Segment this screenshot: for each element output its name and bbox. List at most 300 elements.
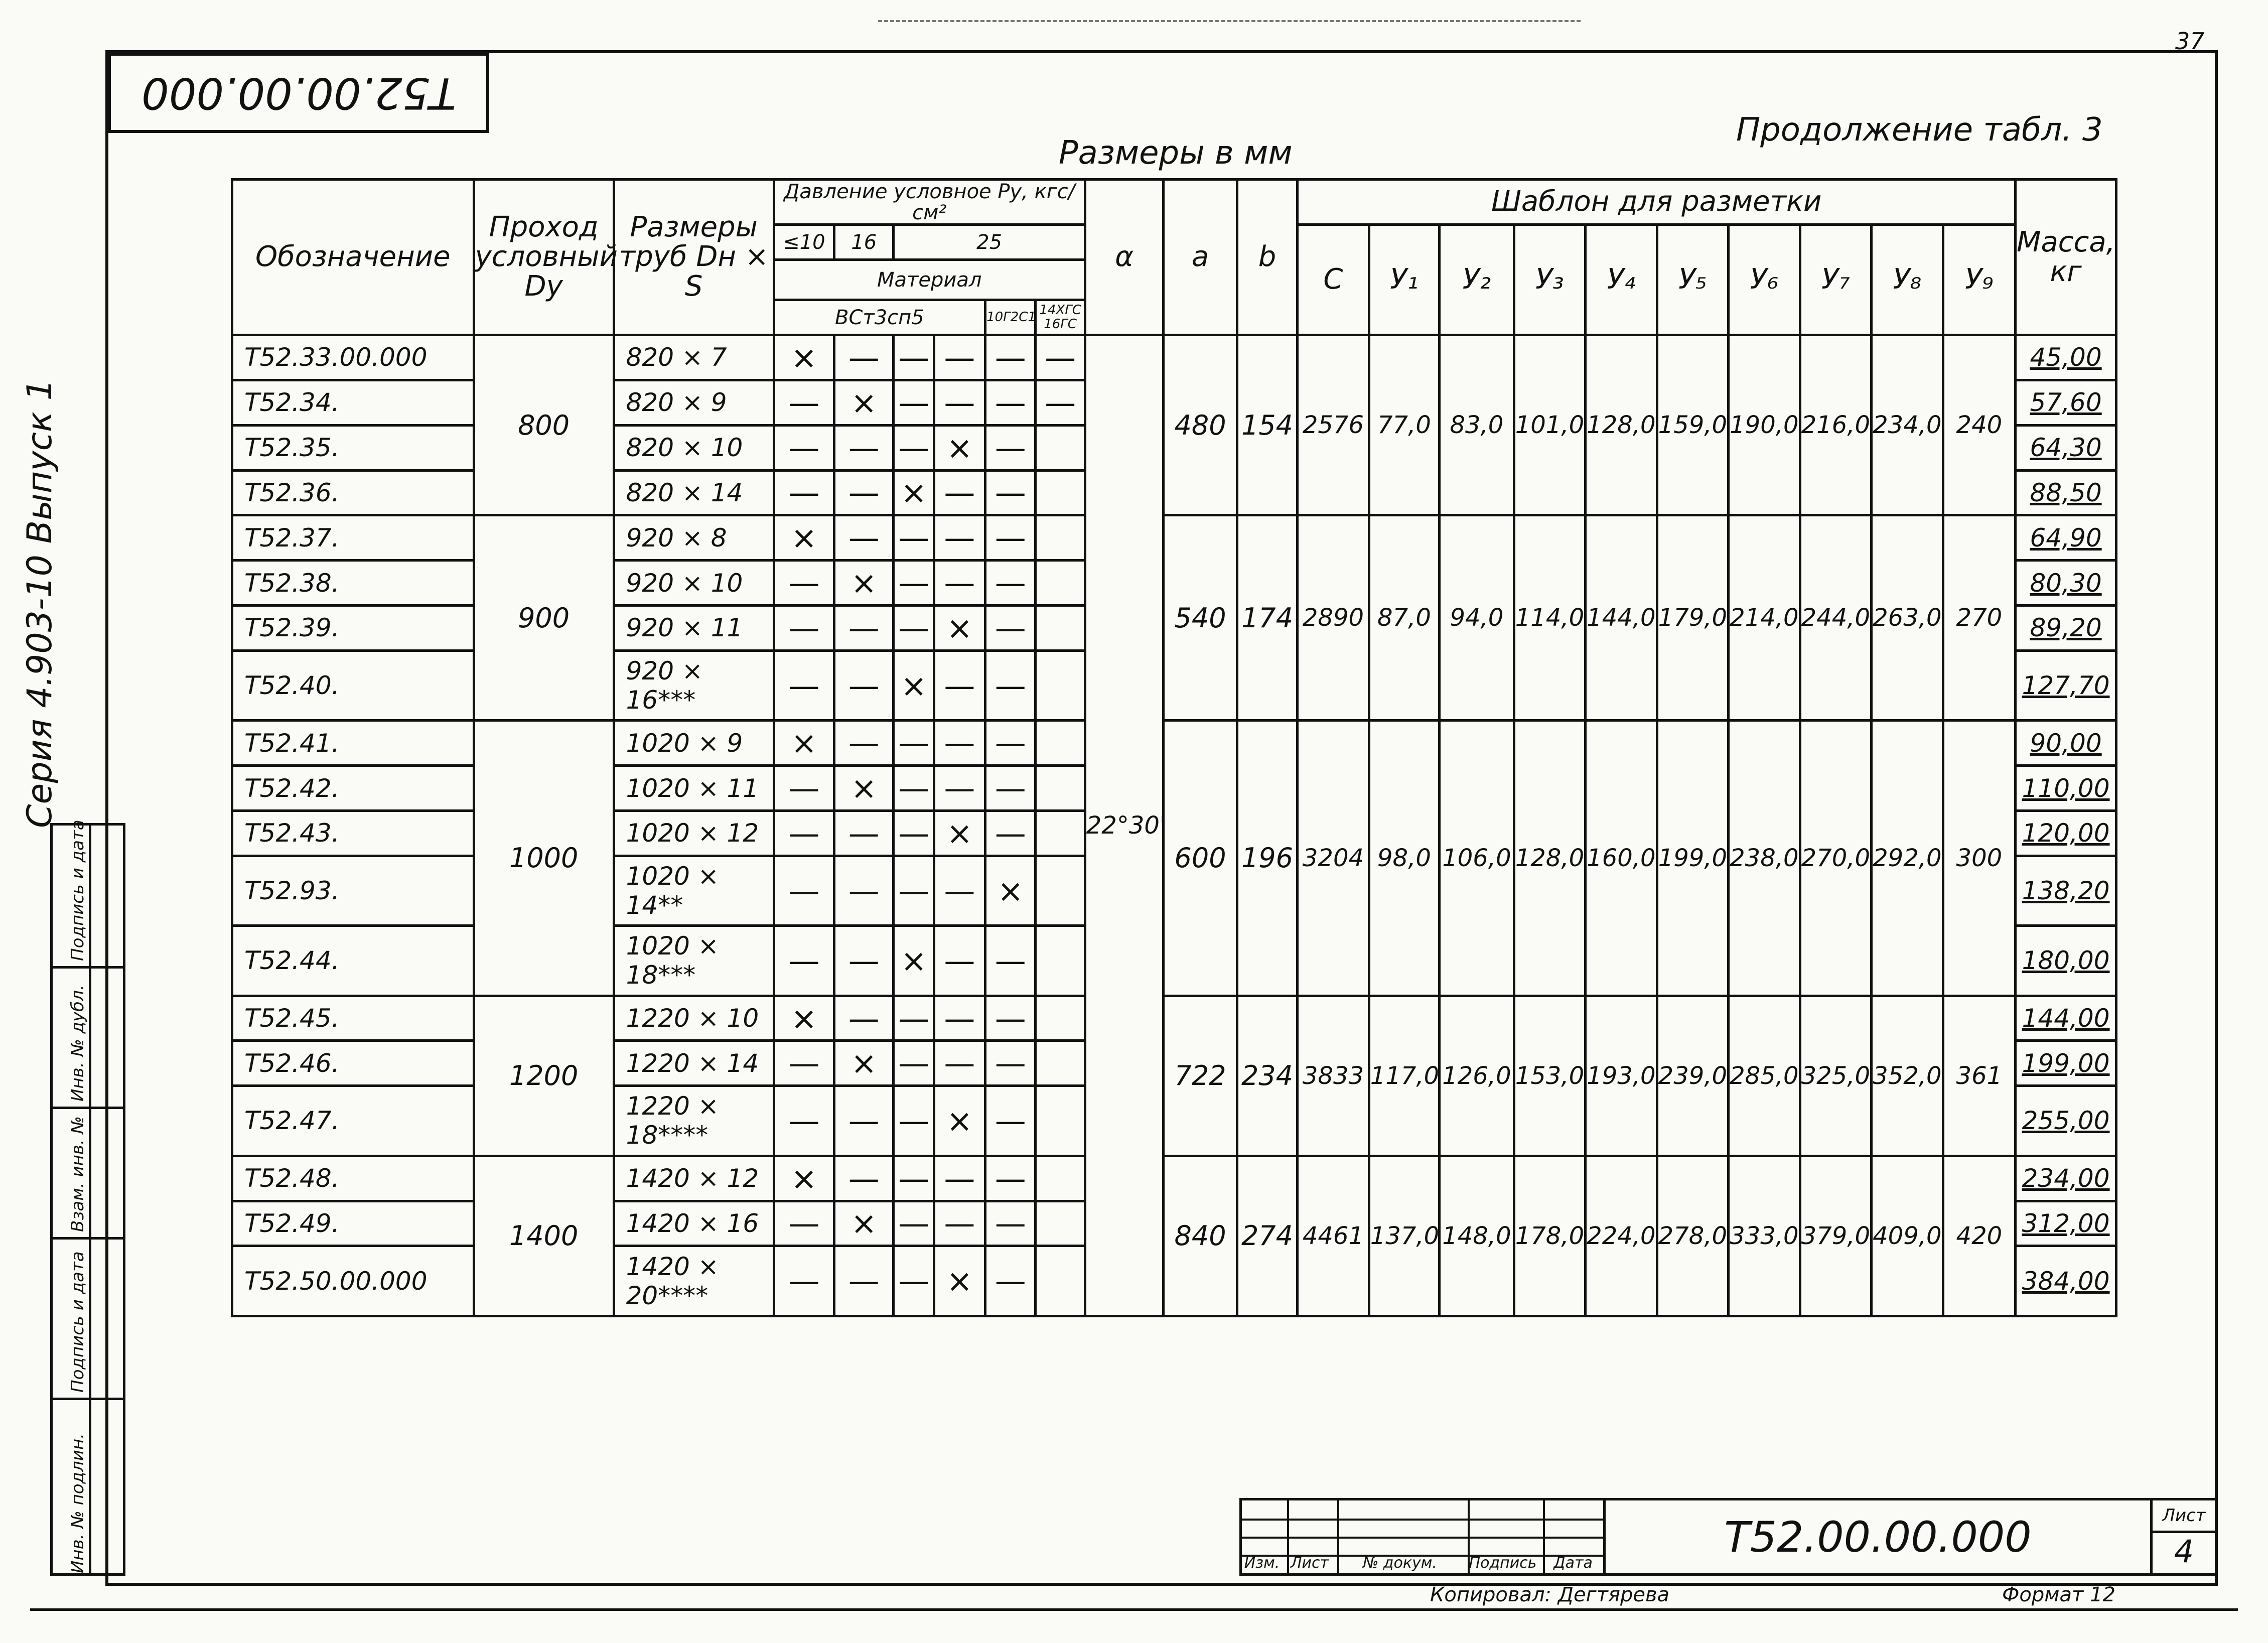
y2-cell: 94,0 xyxy=(1440,515,1514,721)
sheet-number: 4 xyxy=(2174,1533,2194,1570)
pipe-size-cell: 1020 × 11 xyxy=(614,766,774,811)
y6-cell: 238,0 xyxy=(1729,721,1800,996)
material-mark-cell: — xyxy=(774,561,834,606)
title-block-labels xyxy=(1239,1554,1606,1575)
paper-format: Формат 12 xyxy=(2002,1583,2115,1606)
designation-cell: Т52.41. xyxy=(232,721,474,766)
b-cell: 196 xyxy=(1237,721,1297,996)
material-mark-cell: × xyxy=(834,1041,894,1086)
tb-label: Подпись xyxy=(1469,1554,1537,1572)
pipe-size-cell: 820 × 10 xyxy=(614,425,774,470)
header-y8: У₈ xyxy=(1872,225,1943,335)
mass-cell: 120,00 xyxy=(2016,810,2116,856)
header-y5: У₅ xyxy=(1657,225,1728,335)
y8-cell: 409,0 xyxy=(1872,1156,1943,1316)
designation-cell: Т52.49. xyxy=(232,1201,474,1246)
c-cell: 3204 xyxy=(1298,721,1369,996)
material-mark-cell: — xyxy=(985,1041,1036,1086)
material-mark-cell: — xyxy=(985,1086,1036,1156)
y3-cell: 178,0 xyxy=(1514,1156,1585,1316)
material-mark-cell: — xyxy=(834,425,894,470)
designation-cell: Т52.34. xyxy=(232,380,474,425)
material-mark-cell: — xyxy=(894,856,934,925)
side-stamp-label: Подпись и дата xyxy=(68,1251,88,1393)
material-mark-cell xyxy=(1036,926,1085,996)
material-mark-cell: — xyxy=(985,926,1036,996)
mass-cell: 127,70 xyxy=(2016,650,2116,720)
material-mark-cell: — xyxy=(934,926,985,996)
material-mark-cell: — xyxy=(894,1086,934,1156)
designation-cell: Т52.39. xyxy=(232,606,474,651)
mass-cell: 234,00 xyxy=(2016,1156,2116,1201)
y2-cell: 126,0 xyxy=(1440,996,1514,1156)
header-pipe-sizes: Размеры труб Dн × S xyxy=(614,180,774,335)
b-cell: 174 xyxy=(1237,515,1297,721)
table-row xyxy=(232,515,2116,561)
copied-by: Копировал: Дегтярева xyxy=(1430,1583,1670,1606)
material-mark-cell: — xyxy=(774,766,834,811)
passage-cell: 800 xyxy=(474,335,614,515)
material-mark-cell: — xyxy=(934,380,985,425)
header-a: a xyxy=(1164,180,1237,335)
material-mark-cell: — xyxy=(834,515,894,561)
material-mark-cell: — xyxy=(834,1156,894,1201)
table-row xyxy=(232,335,2116,380)
material-mark-cell: — xyxy=(774,1086,834,1156)
material-mark-cell: — xyxy=(1036,335,1085,380)
header-y2: У₂ xyxy=(1440,225,1514,335)
material-mark-cell: — xyxy=(834,650,894,720)
designation-cell: Т52.47. xyxy=(232,1086,474,1156)
mass-cell: 384,00 xyxy=(2016,1246,2116,1316)
pipe-size-cell: 920 × 8 xyxy=(614,515,774,561)
material-mark-cell: × xyxy=(834,766,894,811)
material-mark-cell xyxy=(1036,1201,1085,1246)
pipe-size-cell: 920 × 16*** xyxy=(614,650,774,720)
material-mark-cell: × xyxy=(774,721,834,766)
header-designation: Обозначение xyxy=(232,180,474,335)
mass-cell: 138,20 xyxy=(2016,856,2116,925)
header-b: b xyxy=(1237,180,1297,335)
material-mark-cell: × xyxy=(894,650,934,720)
material-mark-cell: — xyxy=(774,926,834,996)
material-mark-cell: — xyxy=(894,425,934,470)
material-mark-cell: — xyxy=(985,650,1036,720)
material-mark-cell: — xyxy=(834,926,894,996)
caption-units: Размеры в мм xyxy=(1059,134,1293,172)
material-mark-cell: — xyxy=(934,515,985,561)
pipe-size-cell: 1020 × 18*** xyxy=(614,926,774,996)
b-cell: 274 xyxy=(1237,1156,1297,1316)
y8-cell: 234,0 xyxy=(1872,335,1943,515)
pipe-size-cell: 1420 × 16 xyxy=(614,1201,774,1246)
pipe-size-cell: 1420 × 12 xyxy=(614,1156,774,1201)
header-y1: У₁ xyxy=(1369,225,1439,335)
side-stamp-label: Инв. № дубл. xyxy=(68,985,88,1102)
y7-cell: 244,0 xyxy=(1800,515,1871,721)
passage-cell: 900 xyxy=(474,515,614,721)
material-mark-cell: × xyxy=(934,425,985,470)
material-mark-cell: — xyxy=(834,856,894,925)
material-mark-cell xyxy=(1036,561,1085,606)
y3-cell: 153,0 xyxy=(1514,996,1585,1156)
material-mark-cell xyxy=(1036,721,1085,766)
material-mark-cell xyxy=(1036,810,1085,856)
designation-cell: Т52.38. xyxy=(232,561,474,606)
material-mark-cell: — xyxy=(934,335,985,380)
material-mark-cell: — xyxy=(774,425,834,470)
material-mark-cell: — xyxy=(985,606,1036,651)
title-block xyxy=(1239,1498,2218,1586)
y2-cell: 83,0 xyxy=(1440,335,1514,515)
dimensions-table xyxy=(231,178,2117,1317)
mass-cell: 144,00 xyxy=(2016,996,2116,1041)
mass-cell: 45,00 xyxy=(2016,335,2116,380)
b-cell: 234 xyxy=(1237,996,1297,1156)
c-cell: 2576 xyxy=(1298,335,1369,515)
material-mark-cell: — xyxy=(934,470,985,515)
pipe-size-cell: 1220 × 10 xyxy=(614,996,774,1041)
y9-cell: 240 xyxy=(1943,335,2016,515)
material-mark-cell xyxy=(1036,650,1085,720)
designation-cell: Т52.36. xyxy=(232,470,474,515)
material-mark-cell xyxy=(1036,425,1085,470)
y1-cell: 87,0 xyxy=(1369,515,1439,721)
material-mark-cell: — xyxy=(834,470,894,515)
material-mark-cell: — xyxy=(934,650,985,720)
material-mark-cell: — xyxy=(894,515,934,561)
material-mark-cell: — xyxy=(985,810,1036,856)
mass-cell: 64,90 xyxy=(2016,515,2116,561)
material-mark-cell: — xyxy=(894,810,934,856)
material-mark-cell: — xyxy=(774,1201,834,1246)
mass-cell: 180,00 xyxy=(2016,926,2116,996)
material-mark-cell: — xyxy=(834,1246,894,1316)
designation-cell: Т52.37. xyxy=(232,515,474,561)
material-mark-cell: — xyxy=(934,1201,985,1246)
y2-cell: 106,0 xyxy=(1440,721,1514,996)
material-mark-cell: — xyxy=(834,996,894,1041)
material-mark-cell xyxy=(1036,766,1085,811)
material-mark-cell: — xyxy=(774,810,834,856)
mass-cell: 57,60 xyxy=(2016,380,2116,425)
header-alpha: α xyxy=(1085,180,1164,335)
title-block-sheet xyxy=(2153,1498,2218,1576)
pipe-size-cell: 1020 × 12 xyxy=(614,810,774,856)
c-cell: 4461 xyxy=(1298,1156,1369,1316)
material-mark-cell: — xyxy=(934,561,985,606)
y9-cell: 300 xyxy=(1943,721,2016,996)
a-cell: 840 xyxy=(1164,1156,1237,1316)
y6-cell: 214,0 xyxy=(1729,515,1800,721)
designation-cell: Т52.33.00.000 xyxy=(232,335,474,380)
header-mass: Масса, кг xyxy=(2016,180,2116,335)
designation-cell: Т52.40. xyxy=(232,650,474,720)
header-passage: Проход условный Dy xyxy=(474,180,614,335)
material-mark-cell: — xyxy=(774,1041,834,1086)
y5-cell: 239,0 xyxy=(1657,996,1728,1156)
y9-cell: 270 xyxy=(1943,515,2016,721)
material-mark-cell: — xyxy=(894,561,934,606)
y2-cell: 148,0 xyxy=(1440,1156,1514,1316)
y7-cell: 325,0 xyxy=(1800,996,1871,1156)
y4-cell: 128,0 xyxy=(1586,335,1657,515)
y8-cell: 292,0 xyxy=(1872,721,1943,996)
mass-cell: 88,50 xyxy=(2016,470,2116,515)
table-row xyxy=(232,996,2116,1041)
passage-cell: 1200 xyxy=(474,996,614,1156)
material-mark-cell: × xyxy=(894,926,934,996)
alpha-cell: 22°30' xyxy=(1085,335,1164,1316)
mass-cell: 255,00 xyxy=(2016,1086,2116,1156)
header-y7: У₇ xyxy=(1800,225,1871,335)
tb-label: Лист xyxy=(1290,1554,1329,1572)
header-pressure: Давление условное Ру, кгс/см² xyxy=(774,180,1085,225)
y7-cell: 379,0 xyxy=(1800,1156,1871,1316)
pipe-size-cell: 820 × 7 xyxy=(614,335,774,380)
material-mark-cell: — xyxy=(985,561,1036,606)
header-material: Материал xyxy=(774,260,1085,300)
material-mark-cell: × xyxy=(834,561,894,606)
y8-cell: 352,0 xyxy=(1872,996,1943,1156)
designation-cell: Т52.46. xyxy=(232,1041,474,1086)
c-cell: 2890 xyxy=(1298,515,1369,721)
a-cell: 480 xyxy=(1164,335,1237,515)
y5-cell: 199,0 xyxy=(1657,721,1728,996)
material-mark-cell: — xyxy=(834,721,894,766)
side-stamp-line xyxy=(53,1237,123,1240)
pipe-size-cell: 820 × 14 xyxy=(614,470,774,515)
material-mark-cell: — xyxy=(985,1246,1036,1316)
y4-cell: 160,0 xyxy=(1586,721,1657,996)
y5-cell: 278,0 xyxy=(1657,1156,1728,1316)
passage-cell: 1400 xyxy=(474,1156,614,1316)
material-mark-cell: — xyxy=(894,721,934,766)
y4-cell: 193,0 xyxy=(1586,996,1657,1156)
pipe-size-cell: 1020 × 14** xyxy=(614,856,774,925)
material-mark-cell: × xyxy=(934,1086,985,1156)
page-number: 37 xyxy=(2175,28,2205,55)
y1-cell: 77,0 xyxy=(1369,335,1439,515)
material-mark-cell: — xyxy=(934,766,985,811)
side-stamp-label: Взам. инв. № xyxy=(68,1116,88,1232)
side-stamp-line xyxy=(53,1398,123,1400)
header-pressure-le10: ≤10 xyxy=(774,225,834,260)
mass-cell: 64,30 xyxy=(2016,425,2116,470)
designation-cell: Т52.93. xyxy=(232,856,474,925)
top-stamp xyxy=(108,53,489,133)
y6-cell: 333,0 xyxy=(1729,1156,1800,1316)
material-mark-cell: — xyxy=(985,1201,1036,1246)
material-mark-cell: — xyxy=(985,721,1036,766)
caption-continuation: Продолжение табл. 3 xyxy=(1736,111,2103,149)
designation-cell: Т52.48. xyxy=(232,1156,474,1201)
header-material-10g2s1: 10Г2С1 xyxy=(985,300,1036,335)
y3-cell: 114,0 xyxy=(1514,515,1585,721)
material-mark-cell: — xyxy=(894,1041,934,1086)
tb-label: Изм. xyxy=(1244,1554,1280,1572)
top-scan-dash xyxy=(878,20,1581,22)
y5-cell: 179,0 xyxy=(1657,515,1728,721)
material-mark-cell xyxy=(1036,996,1085,1041)
passage-cell: 1000 xyxy=(474,721,614,996)
material-mark-cell: — xyxy=(934,721,985,766)
y7-cell: 270,0 xyxy=(1800,721,1871,996)
material-mark-cell: — xyxy=(985,425,1036,470)
mass-cell: 199,00 xyxy=(2016,1041,2116,1086)
designation-cell: Т52.43. xyxy=(232,810,474,856)
y6-cell: 285,0 xyxy=(1729,996,1800,1156)
y1-cell: 98,0 xyxy=(1369,721,1439,996)
material-mark-cell xyxy=(1036,1086,1085,1156)
tb-row-line xyxy=(1242,1537,1603,1539)
header-pressure-25: 25 xyxy=(894,225,1085,260)
y9-cell: 420 xyxy=(1943,1156,2016,1316)
material-mark-cell xyxy=(1036,606,1085,651)
side-stamp xyxy=(50,819,125,1576)
header-c: C xyxy=(1298,225,1369,335)
header-template: Шаблон для разметки xyxy=(1298,180,2016,225)
table-row xyxy=(232,721,2116,766)
a-cell: 722 xyxy=(1164,996,1237,1156)
sheet-label: Лист xyxy=(2153,1500,2215,1533)
material-mark-cell: — xyxy=(985,996,1036,1041)
y9-cell: 361 xyxy=(1943,996,2016,1156)
material-mark-cell xyxy=(1036,856,1085,925)
side-stamp-label: Подпись и дата xyxy=(68,819,88,961)
material-mark-cell: — xyxy=(834,1086,894,1156)
material-mark-cell: — xyxy=(934,856,985,925)
material-mark-cell: — xyxy=(894,606,934,651)
material-mark-cell: — xyxy=(894,1201,934,1246)
material-mark-cell: × xyxy=(774,996,834,1041)
material-mark-cell: × xyxy=(774,1156,834,1201)
designation-cell: Т52.45. xyxy=(232,996,474,1041)
material-mark-cell: — xyxy=(934,996,985,1041)
material-mark-cell: — xyxy=(985,470,1036,515)
designation-cell: Т52.42. xyxy=(232,766,474,811)
header-material-14hgs: 14ХГС 16ГС xyxy=(1036,300,1085,335)
a-cell: 600 xyxy=(1164,721,1237,996)
material-mark-cell: — xyxy=(1036,380,1085,425)
material-mark-cell: — xyxy=(894,335,934,380)
material-mark-cell: × xyxy=(834,380,894,425)
designation-cell: Т52.44. xyxy=(232,926,474,996)
pipe-size-cell: 920 × 10 xyxy=(614,561,774,606)
material-mark-cell: — xyxy=(934,1041,985,1086)
material-mark-cell: — xyxy=(894,380,934,425)
title-block-code: Т52.00.00.000 xyxy=(1606,1498,2153,1576)
header-y6: У₆ xyxy=(1729,225,1800,335)
mass-cell: 89,20 xyxy=(2016,606,2116,651)
material-mark-cell: × xyxy=(934,810,985,856)
material-mark-cell: — xyxy=(894,996,934,1041)
material-mark-cell: — xyxy=(985,515,1036,561)
bottom-rule xyxy=(30,1608,2238,1611)
tb-label: № докум. xyxy=(1363,1554,1437,1572)
material-mark-cell: × xyxy=(774,335,834,380)
material-mark-cell xyxy=(1036,1246,1085,1316)
y1-cell: 137,0 xyxy=(1369,1156,1439,1316)
series-label: Серия 4.903-10 Выпуск 1 xyxy=(20,379,60,828)
top-stamp-code: Т52.00.00.000 xyxy=(141,68,456,118)
table-row xyxy=(232,1156,2116,1201)
material-mark-cell: × xyxy=(934,606,985,651)
material-mark-cell: — xyxy=(985,766,1036,811)
designation-cell: Т52.50.00.000 xyxy=(232,1246,474,1316)
material-mark-cell: — xyxy=(774,1246,834,1316)
material-mark-cell xyxy=(1036,1156,1085,1201)
material-mark-cell: — xyxy=(894,766,934,811)
mass-cell: 90,00 xyxy=(2016,721,2116,766)
header-material-steel: ВСт3сп5 xyxy=(774,300,985,335)
material-mark-cell: — xyxy=(834,810,894,856)
a-cell: 540 xyxy=(1164,515,1237,721)
material-mark-cell xyxy=(1036,470,1085,515)
header-y9: У₉ xyxy=(1943,225,2016,335)
mass-cell: 110,00 xyxy=(2016,766,2116,811)
y7-cell: 216,0 xyxy=(1800,335,1871,515)
y4-cell: 224,0 xyxy=(1586,1156,1657,1316)
y5-cell: 159,0 xyxy=(1657,335,1728,515)
material-mark-cell: × xyxy=(985,856,1036,925)
pipe-size-cell: 820 × 9 xyxy=(614,380,774,425)
material-mark-cell: × xyxy=(894,470,934,515)
material-mark-cell: — xyxy=(834,606,894,651)
material-mark-cell: — xyxy=(985,1156,1036,1201)
pipe-size-cell: 1020 × 9 xyxy=(614,721,774,766)
y8-cell: 263,0 xyxy=(1872,515,1943,721)
y3-cell: 101,0 xyxy=(1514,335,1585,515)
y4-cell: 144,0 xyxy=(1586,515,1657,721)
material-mark-cell: × xyxy=(774,515,834,561)
material-mark-cell: × xyxy=(834,1201,894,1246)
pipe-size-cell: 1220 × 18**** xyxy=(614,1086,774,1156)
y6-cell: 190,0 xyxy=(1729,335,1800,515)
material-mark-cell: — xyxy=(774,380,834,425)
mass-cell: 80,30 xyxy=(2016,561,2116,606)
tb-row-line xyxy=(1242,1519,1603,1521)
designation-cell: Т52.35. xyxy=(232,425,474,470)
header-y3: У₃ xyxy=(1514,225,1585,335)
pipe-size-cell: 1420 × 20**** xyxy=(614,1246,774,1316)
material-mark-cell xyxy=(1036,1041,1085,1086)
y1-cell: 117,0 xyxy=(1369,996,1439,1156)
tb-label: Дата xyxy=(1553,1554,1593,1572)
material-mark-cell: — xyxy=(894,1156,934,1201)
material-mark-cell: — xyxy=(985,335,1036,380)
material-mark-cell: — xyxy=(774,606,834,651)
mass-cell: 312,00 xyxy=(2016,1201,2116,1246)
material-mark-cell: — xyxy=(834,335,894,380)
material-mark-cell: — xyxy=(934,1156,985,1201)
c-cell: 3833 xyxy=(1298,996,1369,1156)
material-mark-cell: — xyxy=(774,470,834,515)
material-mark-cell: — xyxy=(774,650,834,720)
material-mark-cell: — xyxy=(894,1246,934,1316)
header-y4: У₄ xyxy=(1586,225,1657,335)
material-mark-cell xyxy=(1036,515,1085,561)
pipe-size-cell: 920 × 11 xyxy=(614,606,774,651)
pipe-size-cell: 1220 × 14 xyxy=(614,1041,774,1086)
material-mark-cell: — xyxy=(985,380,1036,425)
header-pressure-16: 16 xyxy=(834,225,894,260)
side-stamp-label: Инв. № подлин. xyxy=(68,1433,88,1573)
b-cell: 154 xyxy=(1237,335,1297,515)
y3-cell: 128,0 xyxy=(1514,721,1585,996)
material-mark-cell: — xyxy=(774,856,834,925)
material-mark-cell: × xyxy=(934,1246,985,1316)
